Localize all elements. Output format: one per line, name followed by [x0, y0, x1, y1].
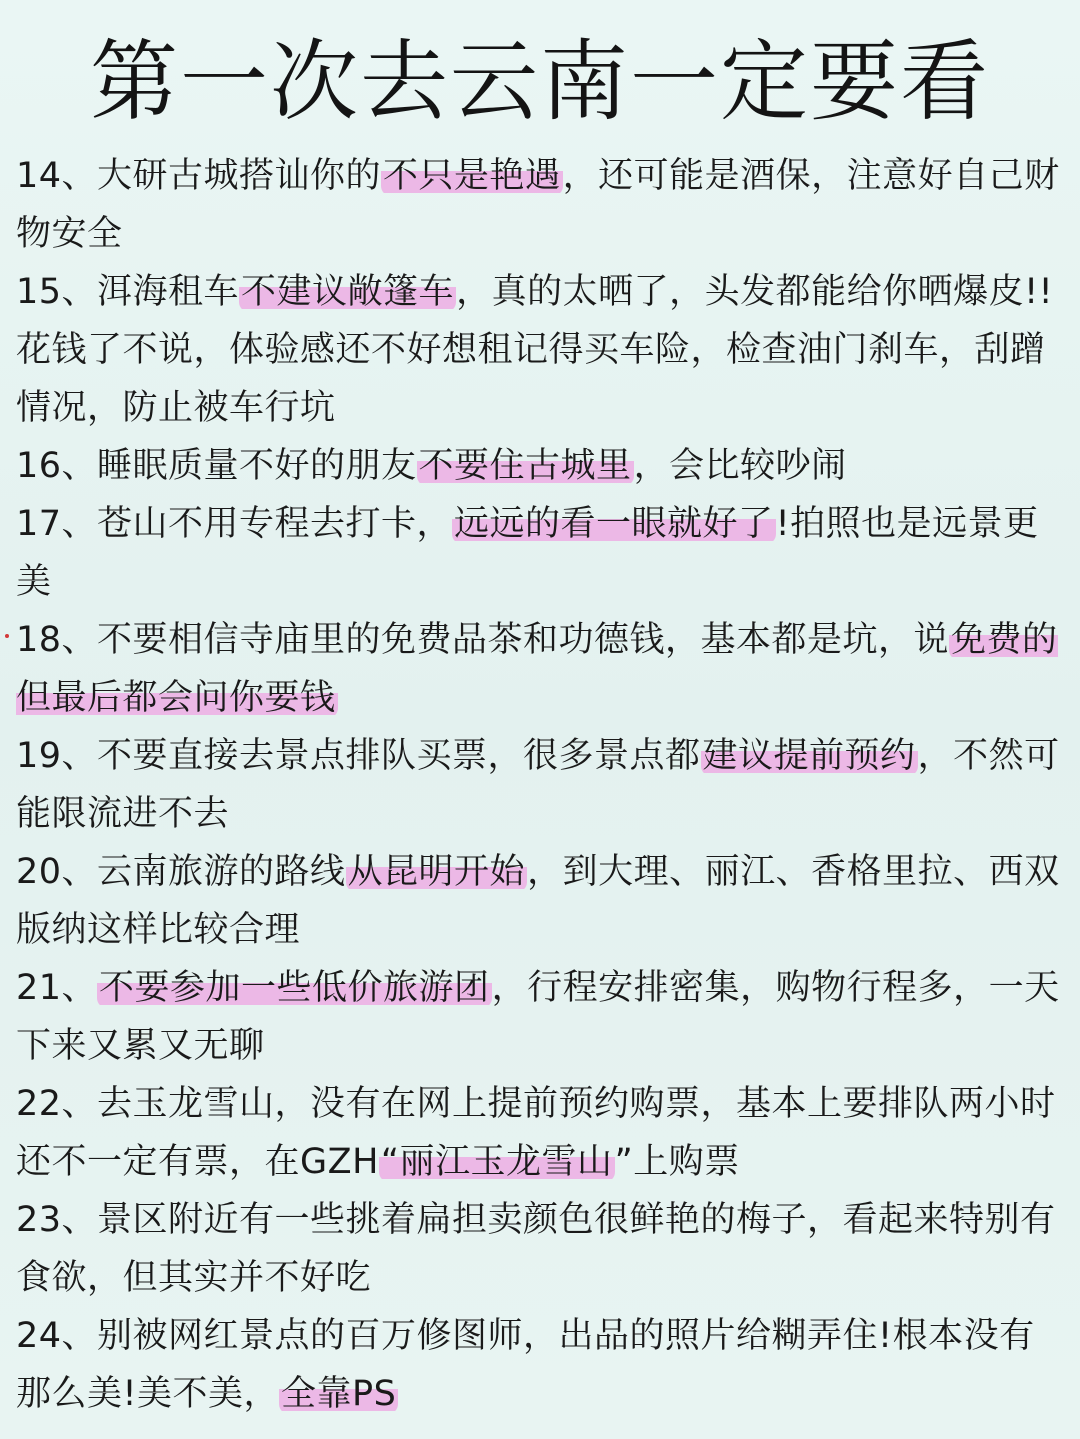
tip-highlight: 全靠PS — [281, 1374, 397, 1414]
tip-text: ，会比较吵闹 — [633, 446, 847, 486]
tip-item-21 — [16, 959, 1066, 1075]
tip-text: 22、去玉龙雪山，没有在网上提前预约购票，基本上要排队两小时还不一定有票，在GZH — [16, 1084, 1056, 1182]
tip-text: 14、大研古城搭讪你的 — [16, 156, 382, 196]
tip-highlight: 不只是艳遇 — [383, 156, 561, 196]
tip-text: ，不然可能限流进不去 — [16, 736, 1060, 834]
tip-item-20 — [16, 843, 1066, 959]
tip-text: ，真的太晒了，头发都能给你晒爆皮!!花钱了不说，体验感还不好想租记得买车险，检查油门刹车，刮蹭情况，防止被车行坑 — [16, 272, 1054, 428]
tip-text: 19、不要直接去景点排队买票，很多景点都 — [16, 736, 701, 776]
page-title: 第一次去云南一定要看 — [89, 30, 990, 133]
tip-highlight: 从昆明开始 — [347, 852, 526, 892]
tip-text: ”上购票 — [614, 1142, 740, 1182]
tip-highlight: “丽江玉龙雪山 — [380, 1142, 613, 1182]
tip-item-14 — [16, 147, 1066, 263]
tips-list — [16, 147, 1066, 1423]
tip-highlight: 不建议敞篷车 — [241, 272, 455, 312]
tip-text: 23、景区附近有一些挑着扁担卖颜色很鲜艳的梅子，看起来特别有食欲，但其实并不好吃 — [16, 1200, 1056, 1298]
tip-item-17 — [16, 495, 1066, 611]
tip-text: 16、睡眠质量不好的朋友 — [16, 446, 417, 486]
tip-text: 18、不要相信寺庙里的免费品茶和功德钱，基本都是坑，说 — [16, 620, 950, 660]
tip-text: 17、苍山不用专程去打卡， — [16, 504, 453, 544]
tip-item-16 — [16, 437, 1066, 495]
tip-item-19 — [16, 727, 1066, 843]
tip-text: ，行程安排密集，购物行程多，一天下来又累又无聊 — [16, 968, 1060, 1066]
tip-text: 24、别被网红景点的百万修图师，出品的照片给糊弄住!根本没有那么美!美不美， — [16, 1316, 1035, 1414]
tip-text: ，还可能是酒保，注意好自己财物安全 — [16, 156, 1060, 254]
red-dot-mark — [5, 634, 9, 638]
tip-text: 15、洱海租车 — [16, 272, 240, 312]
tip-item-23 — [16, 1191, 1066, 1307]
tip-item-18 — [16, 611, 1066, 727]
tip-text: ，到大理、丽江、香格里拉、西双版纳这样比较合理 — [16, 852, 1060, 950]
tip-text: 20、云南旅游的路线 — [16, 852, 346, 892]
tip-highlight: 不要参加一些低价旅游团 — [99, 968, 490, 1008]
tip-item-24 — [16, 1307, 1066, 1423]
tip-text: !拍照也是远景更美 — [16, 504, 1039, 602]
tip-highlight: 远远的看一眼就好了 — [454, 504, 774, 544]
tip-item-15 — [16, 263, 1066, 437]
tip-text: 21、 — [16, 968, 98, 1008]
tip-highlight: 不要住古城里 — [418, 446, 632, 486]
tip-item-22 — [16, 1075, 1066, 1191]
tip-highlight: 免费的但最后都会问你要钱 — [16, 620, 1058, 718]
tip-highlight: 建议提前预约 — [702, 736, 916, 776]
